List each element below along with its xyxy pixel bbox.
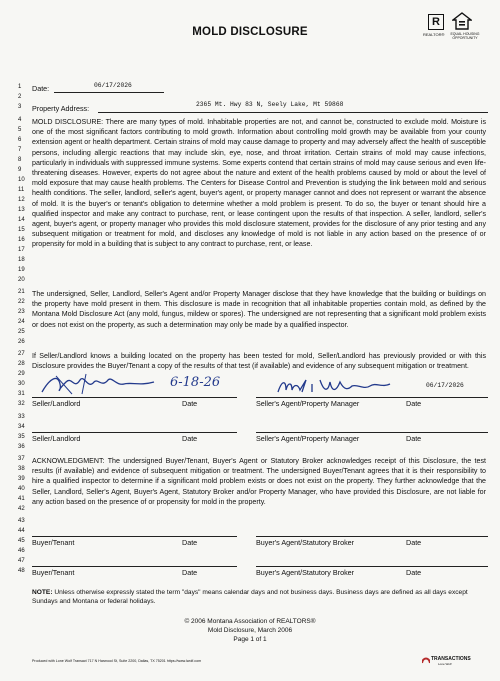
buyers-agent-signature-line-2 xyxy=(256,566,488,567)
line-number: 25 xyxy=(18,329,25,335)
line-number: 34 xyxy=(18,424,25,430)
line-number: 17 xyxy=(18,247,25,253)
line-number: 16 xyxy=(18,237,25,243)
buyers-agent-signature-line xyxy=(256,536,488,537)
line-number: 7 xyxy=(18,147,22,153)
copyright-line: © 2006 Montana Association of REALTORS® xyxy=(184,618,316,625)
line-number: 28 xyxy=(18,361,25,367)
line-number: 18 xyxy=(18,257,25,263)
address-field[interactable]: 2365 Mt. Hwy 83 N, Seely Lake, Mt 59868 xyxy=(196,101,344,108)
eho-caption: EQUAL HOUSING OPPORTUNITY xyxy=(450,32,480,40)
produced-with-line: Produced with Lone Wolf Transact 717 N Harwood St, Suite 2200, Dallas, TX 75201 https://www.lwolf.com xyxy=(32,659,202,663)
form-version-line: Mold Disclosure, March 2006 xyxy=(207,627,293,634)
line-number: 44 xyxy=(18,528,25,534)
buyer-signature-line xyxy=(32,536,237,537)
line-number: 26 xyxy=(18,339,25,345)
seller-handwritten-date: 6-18-26 xyxy=(170,375,221,390)
line-number: 3 xyxy=(18,104,22,110)
line-number: 21 xyxy=(18,289,25,295)
line-number: 47 xyxy=(18,558,25,564)
buyer-tenant-label: Buyer/Tenant xyxy=(32,568,75,577)
line-number: 29 xyxy=(18,371,25,377)
knowledge-paragraph: The undersigned, Seller, Landlord, Seller's Agent and/or Property Manager disclose that they have knowledge that the building or buildings on the property have mold present in them. This disclosure is made in recognition that all inhabitable properties contain mold, as defined by the Montana Mold Disclosure Act (any mold, fungus, mildew or spores). The undersigned are not representing that a significant mold problem exists or does not exist on the property, as such a determination may only be made by a qualified inspector. xyxy=(32,290,486,329)
realtor-caption: REALTOR® xyxy=(423,32,445,37)
acknowledgment-paragraph: ACKNOWLEDGMENT: The undersigned Buyer/Tenant, Buyer's Agent or Statutory Broker acknowledges receipt of this Disclosure, the test results (if available) and evidence of subsequent mitigation or treatment. The undersigned Buyer/Tenant agrees that it is their responsibility to hire a qualified inspector to determine if a significant mold problem exists or does not exist on the property. They further acknowledge that the Seller, Landlord, Seller's Agent, Buyer's Agent, Statutory Broker and/or Property Manager, who have provided this Disclosure, are not liable for any action based on the presence of or propensity for mold in the property. xyxy=(32,457,486,506)
testing-paragraph: If Seller/Landlord knows a building located on the property has been tested for mold, Seller/Landlord has previously provided or with this Disclosure provides the Buyer/Tenant a copy of the results of that test (if available) and evidence of any subsequent mitigation or treatment. xyxy=(32,352,486,371)
line-number: 19 xyxy=(18,267,25,273)
date-caption: Date xyxy=(406,399,422,408)
line-number: 2 xyxy=(18,94,22,100)
line-number: 27 xyxy=(18,351,25,357)
line-number: 20 xyxy=(18,277,25,283)
line-number: 36 xyxy=(18,444,25,450)
buyer-tenant-label: Buyer/Tenant xyxy=(32,538,75,547)
line-number: 38 xyxy=(18,466,25,472)
line-number: 43 xyxy=(18,518,25,524)
line-number: 37 xyxy=(18,456,25,462)
agent-signature xyxy=(272,374,397,398)
line-number: 10 xyxy=(18,177,25,183)
address-label: Property Address: xyxy=(32,104,90,113)
buyers-agent-label: Buyer's Agent/Statutory Broker xyxy=(256,568,355,577)
line-number: 35 xyxy=(18,434,25,440)
line-number: 30 xyxy=(18,381,25,387)
seller-signature-line xyxy=(32,397,237,398)
address-line xyxy=(98,112,488,113)
agent-signature-line xyxy=(256,397,488,398)
note-text: Unless otherwise expressly stated the term "days" means calendar days and not business days. Business days are defined as all days except Sundays and Montana or federal holidays. xyxy=(32,589,468,605)
note-label: NOTE: xyxy=(32,589,53,596)
line-number: 6 xyxy=(18,137,22,143)
line-number: 39 xyxy=(18,476,25,482)
page-number: Page 1 of 1 xyxy=(233,636,267,643)
line-number: 12 xyxy=(18,197,25,203)
sellers-agent-label: Seller's Agent/Property Manager xyxy=(256,434,360,443)
line-number: 5 xyxy=(18,127,22,133)
buyer-signature-line-2 xyxy=(32,566,237,567)
line-number: 1 xyxy=(18,84,22,90)
line-number: 33 xyxy=(18,414,25,420)
line-number: 31 xyxy=(18,391,25,397)
line-number: 42 xyxy=(18,506,25,512)
date-label: Date: xyxy=(32,84,50,93)
date-caption: Date xyxy=(182,538,198,547)
line-number: 48 xyxy=(18,568,25,574)
line-number: 9 xyxy=(18,167,22,173)
line-number: 46 xyxy=(18,548,25,554)
line-number: 40 xyxy=(18,486,25,492)
date-caption: Date xyxy=(406,568,422,577)
agent-signature-line-2 xyxy=(256,432,488,433)
seller-landlord-label: Seller/Landlord xyxy=(32,399,81,408)
date-caption: Date xyxy=(182,434,198,443)
sellers-agent-label: Seller's Agent/Property Manager xyxy=(256,399,360,408)
transactions-brand-sub: Lone Wolf xyxy=(438,662,452,666)
line-number: 11 xyxy=(18,187,25,193)
date-caption: Date xyxy=(182,568,198,577)
line-number: 8 xyxy=(18,157,22,163)
date-caption: Date xyxy=(406,434,422,443)
seller-signature-line-2 xyxy=(32,432,237,433)
line-number: 45 xyxy=(18,538,25,544)
line-number: 15 xyxy=(18,227,25,233)
mold-disclosure-paragraph: MOLD DISCLOSURE: There are many types of mold. Inhabitable properties are not, and cannot be, constructed to exclude mold. Moisture is one of the most significant factors contributing to mold growth. Information about controlling mold growth may be available from your county extension agent or health department. Certain strains of mold may cause damage to property and may adversely affect the health of susceptible persons, including allergic reactions that may include skin, eye, nose, and throat irritation. Certain strains of mold may cause infections, particularly in individuals with suppressed immune systems. Some experts contend that certain strains of mold may cause serious and even life-threatening diseases. However, experts do not agree about the nature and extent of the health problems caused by mold or about the level of mold exposure that may cause health problems. The Centers for Disease Control and Prevention is studying the link between mold and serious health conditions. The seller, landlord, seller's agent, buyer's agent, or property manager cannot and does not represent or warrant the absence of mold. It is the buyer's or tenant's obligation to determine whether a mold problem is present. To do so, the buyer or tenant should hire a qualified inspector and make any contract to purchase, rent, or lease contingent upon the results of that inspection. A seller, landlord, seller's agent, buyer's agent, or property manager who provides this mold disclosure statement, provides for the disclosure of any prior testing and any subsequent mitigation or treatment for mold, and discloses any knowledge of mold is not liable in any action based on the presence of or propensity for mold in a building that is subject to any contract to purchase, rent, or lease. xyxy=(32,118,486,249)
seller-landlord-label: Seller/Landlord xyxy=(32,434,81,443)
page-title: MOLD DISCLOSURE xyxy=(192,26,308,38)
date-field[interactable]: 06/17/2026 xyxy=(94,82,132,89)
date-caption: Date xyxy=(182,399,198,408)
date-caption: Date xyxy=(406,538,422,547)
line-number: 24 xyxy=(18,319,25,325)
agent-date-field[interactable]: 06/17/2026 xyxy=(426,382,464,389)
line-number: 4 xyxy=(18,117,22,123)
realtor-logo: R xyxy=(428,14,444,30)
transactions-brand: TRANSACTIONS xyxy=(431,656,471,662)
line-number: 13 xyxy=(18,207,25,213)
buyers-agent-label: Buyer's Agent/Statutory Broker xyxy=(256,538,355,547)
transactions-logo-icon xyxy=(422,656,430,664)
line-number: 23 xyxy=(18,309,25,315)
line-number: 41 xyxy=(18,496,25,502)
line-number: 14 xyxy=(18,217,25,223)
line-number: 32 xyxy=(18,401,25,407)
equal-housing-icon xyxy=(452,12,472,30)
seller-signature xyxy=(36,370,166,398)
note-block xyxy=(32,588,488,606)
date-line xyxy=(54,92,164,93)
line-number: 22 xyxy=(18,299,25,305)
